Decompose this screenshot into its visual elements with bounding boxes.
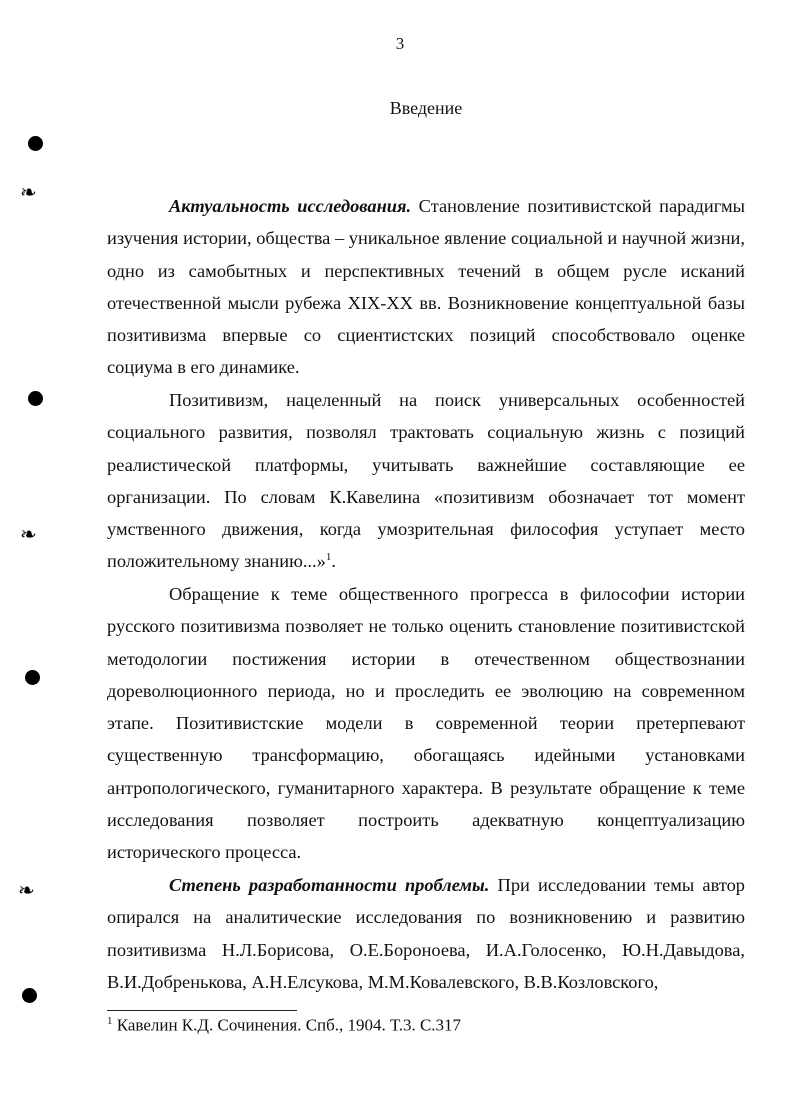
binder-hole-dot-icon — [25, 670, 40, 685]
paragraph-progress — [107, 578, 745, 869]
paragraph-positivism — [107, 384, 745, 578]
footnote-divider — [107, 1010, 297, 1011]
relevance-text: Становление позитивистской парадигмы изучения истории, общества – уникальное явление социальной и научной жизни, одно из самобытных и перспективных течений в общем русле исканий отечественной мысли рубежа XIX-XX вв. Возникновение концептуальной базы позитивизма впервые со сциентистских позиций способствовало оценке социума в его динамике. — [107, 196, 745, 378]
footnote-text: Кавелин К.Д. Сочинения. Спб., 1904. Т.3. С.317 — [112, 1015, 462, 1035]
positivism-text: Позитивизм, нацеленный на поиск универсальных особенностей социального развития, позволял трактовать социальную жизнь с позиций реалистической платформы, учитывать важнейшие составляющие ее организации. По словам К.Кавелина «позитивизм обозначает тот момент умственного движения, когда умозрительная философия уступает место положительному знанию...» — [107, 390, 745, 572]
footnote-mark: 1 — [107, 1015, 113, 1027]
scan-artifact-icon: ❧ — [18, 878, 35, 902]
positivism-end: . — [331, 551, 336, 572]
scan-artifact-icon: ❧ — [20, 180, 37, 204]
footnote-reference[interactable]: 1 — [325, 551, 332, 564]
paragraph-relevance — [107, 190, 745, 384]
degree-text: При исследовании темы автор опирался на аналитические исследования по возникновению и развитию позитивизма Н.Л.Борисова, О.Е.Бороноева, И.А.Голосенко, Ю.Н.Давыдова, В.И.Добренькова, А.Н.Елсукова, М.М.Ковалевского, В.В.Козловского, — [107, 875, 745, 992]
scan-artifact-icon: ❧ — [20, 522, 37, 546]
footnote — [107, 1015, 461, 1036]
binder-hole-dot-icon — [28, 391, 43, 406]
page-number: 3 — [395, 34, 405, 53]
binder-hole-dot-icon — [28, 136, 43, 151]
page-title: Введение — [389, 98, 463, 118]
binder-hole-dot-icon — [22, 988, 37, 1003]
degree-lead: Степень разработанности проблемы. — [169, 875, 490, 895]
progress-text: Обращение к теме общественного прогресса в философии истории русского позитивизма позволяет не только оценить становление позитивистской методологии постижения истории в отечественном обществознании дореволюционного периода, но и проследить ее эволюцию на современном этапе. Позитивистские модели в современной теории претерпевают существенную трансформацию, обогащаясь идейными установками антропологического, гуманитарного характера. В результате обращение к теме исследования позволяет построить адекватную концептуализацию исторического процесса. — [107, 584, 745, 863]
paragraph-degree — [107, 869, 745, 998]
relevance-lead: Актуальность исследования. — [169, 196, 412, 216]
